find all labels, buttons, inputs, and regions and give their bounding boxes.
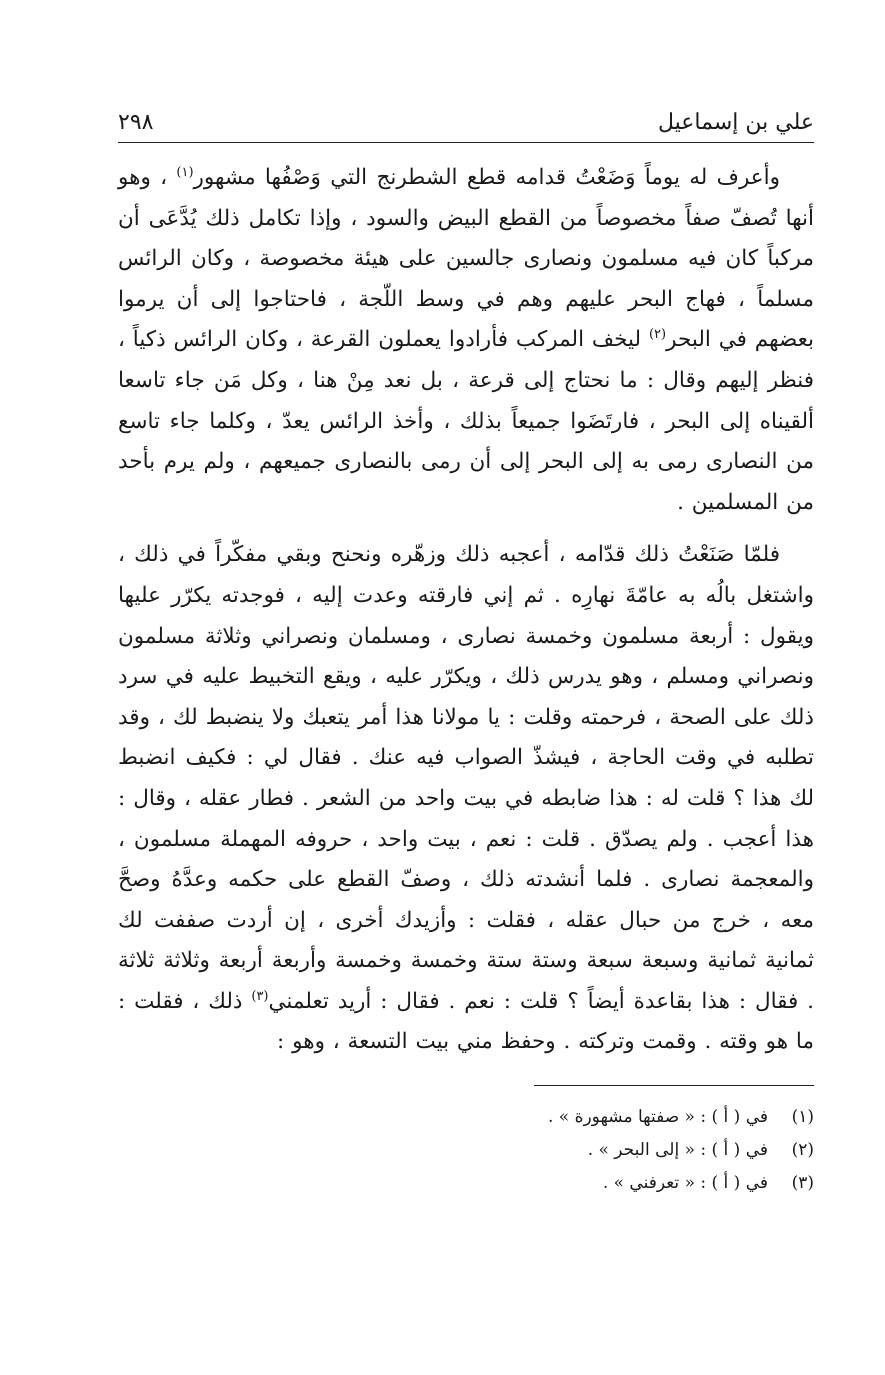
- paragraph-2: [118, 535, 814, 1063]
- main-text: [118, 158, 814, 1063]
- paragraph-1: [118, 158, 814, 523]
- running-title: علي بن إسماعيل: [658, 110, 814, 135]
- page-header: [118, 108, 814, 143]
- page-number: ٢٩٨: [118, 110, 154, 135]
- paragraph-1-text-b: ، وهو أنها تُصفّ صفاً مخصوصاً من القطع البيض والسود ، وإذا تكامل ذلك يُدَّعَى أن مركباً كان فيه مسلمون ونصارى جالسين على هيئة مخصوصة ، وكان الرائس مسلماً ، فهاج البحر عليهم وهم في وسط اللّجة ، فاحتاجوا إلى أن يرموا بعضهم في البحر: [118, 165, 814, 353]
- paragraph-1-text-a: وأعرف له يوماً وَضَعْتُ قدامه قطع الشطرنج التي وَصْفُها مشهور: [193, 165, 780, 190]
- footnotes-list: [254, 1101, 814, 1200]
- paragraph-1-text-c: ليخف المركب فأرادوا يعملون القرعة ، وكان الرائس ذكياً ، فنظر إليهم وقال : ما نحتاج إلى قرعة ، بل نعد مِنْ هنا ، وكل مَن جاء تاسعا ألقيناه إلى البحر ، فارتَضَوا جميعاً بذلك ، وأخذ الرائس يعدّ ، وكلما جاء تاسع من النصارى رمى به إلى البحر إلى أن رمى بالنصارى جميعهم ، ولم يرم بأحد من المسلمين .: [118, 327, 814, 515]
- footnote-number: (٣): [791, 1173, 814, 1193]
- footnote-marker-3: (٣): [251, 988, 269, 1004]
- paragraph-2-text-a: فلمّا صَنَعْتُ ذلك قدّامه ، أعجبه ذلك وزهّره ونحنح وبقي مفكّراً في ذلك ، واشتغل بالُه به عامّةَ نهارِه . ثم إني فارقته وعدت إليه ، فوجدته يكرّر عليها ويقول : أربعة مسلمون وخمسة نصارى ، ومسلمان ونصراني وثلاثة مسلمون ونصراني ومسلم ، وهو يدرس ذلك ، ويكرّر عليه ، ويقع التخبيط عليه في سرد ذلك على الصحة ، فرحمته وقلت : يا مولانا هذا أمر يتعبك ولا ينضبط لك ، وقد تطلبه في وقت الحاجة ، فيشذّ الصواب فيه عنك . فقال لي : فكيف انضبط لك هذا ؟ قلت له : هذا ضابطه في بيت واحد من الشعر . فطار عقله ، وقال : هذا أعجب . ولم يصدّق . قلت : نعم ، بيت واحد ، حروفه المهملة مسلمون ، والمعجمة نصارى . فلما أنشدته ذلك ، وصفّ القطع على حكمه وعدَّهُ وصحَّ معه ، خرج من حبال عقله ، فقلت : وأزيدك أخرى ، إن أردت صففت لك ثمانية ثمانية وسبعة سبعة وستة ستة وخمسة وخمسة وأربعة أربعة وثلاثة ثلاثة . فقال : هذا بقاعدة أيضاً ؟ قلت : نعم . فقال : أريد تعلمني: [118, 542, 814, 1014]
- footnote-item: [254, 1101, 814, 1134]
- footnote-text: في ( أ ) : « إلى البحر » .: [587, 1140, 768, 1160]
- footnote-number: (٢): [791, 1140, 814, 1160]
- footnote-item: [254, 1167, 814, 1200]
- footnote-number: (١): [791, 1107, 814, 1127]
- footnote-marker-2: (٢): [648, 327, 667, 343]
- footnote-marker-1: (١): [176, 164, 194, 180]
- footnote-item: [254, 1134, 814, 1167]
- paragraph-2-text-b: ذلك ، فقلت : ما هو وقته . وقمت وتركته . وحفظ مني بيت التسعة ، وهو :: [118, 988, 814, 1055]
- footnote-text: في ( أ ) : « تعرفني » .: [602, 1173, 768, 1193]
- footnote-divider: [534, 1085, 814, 1086]
- footnote-text: في ( أ ) : « صفتها مشهورة » .: [547, 1107, 768, 1127]
